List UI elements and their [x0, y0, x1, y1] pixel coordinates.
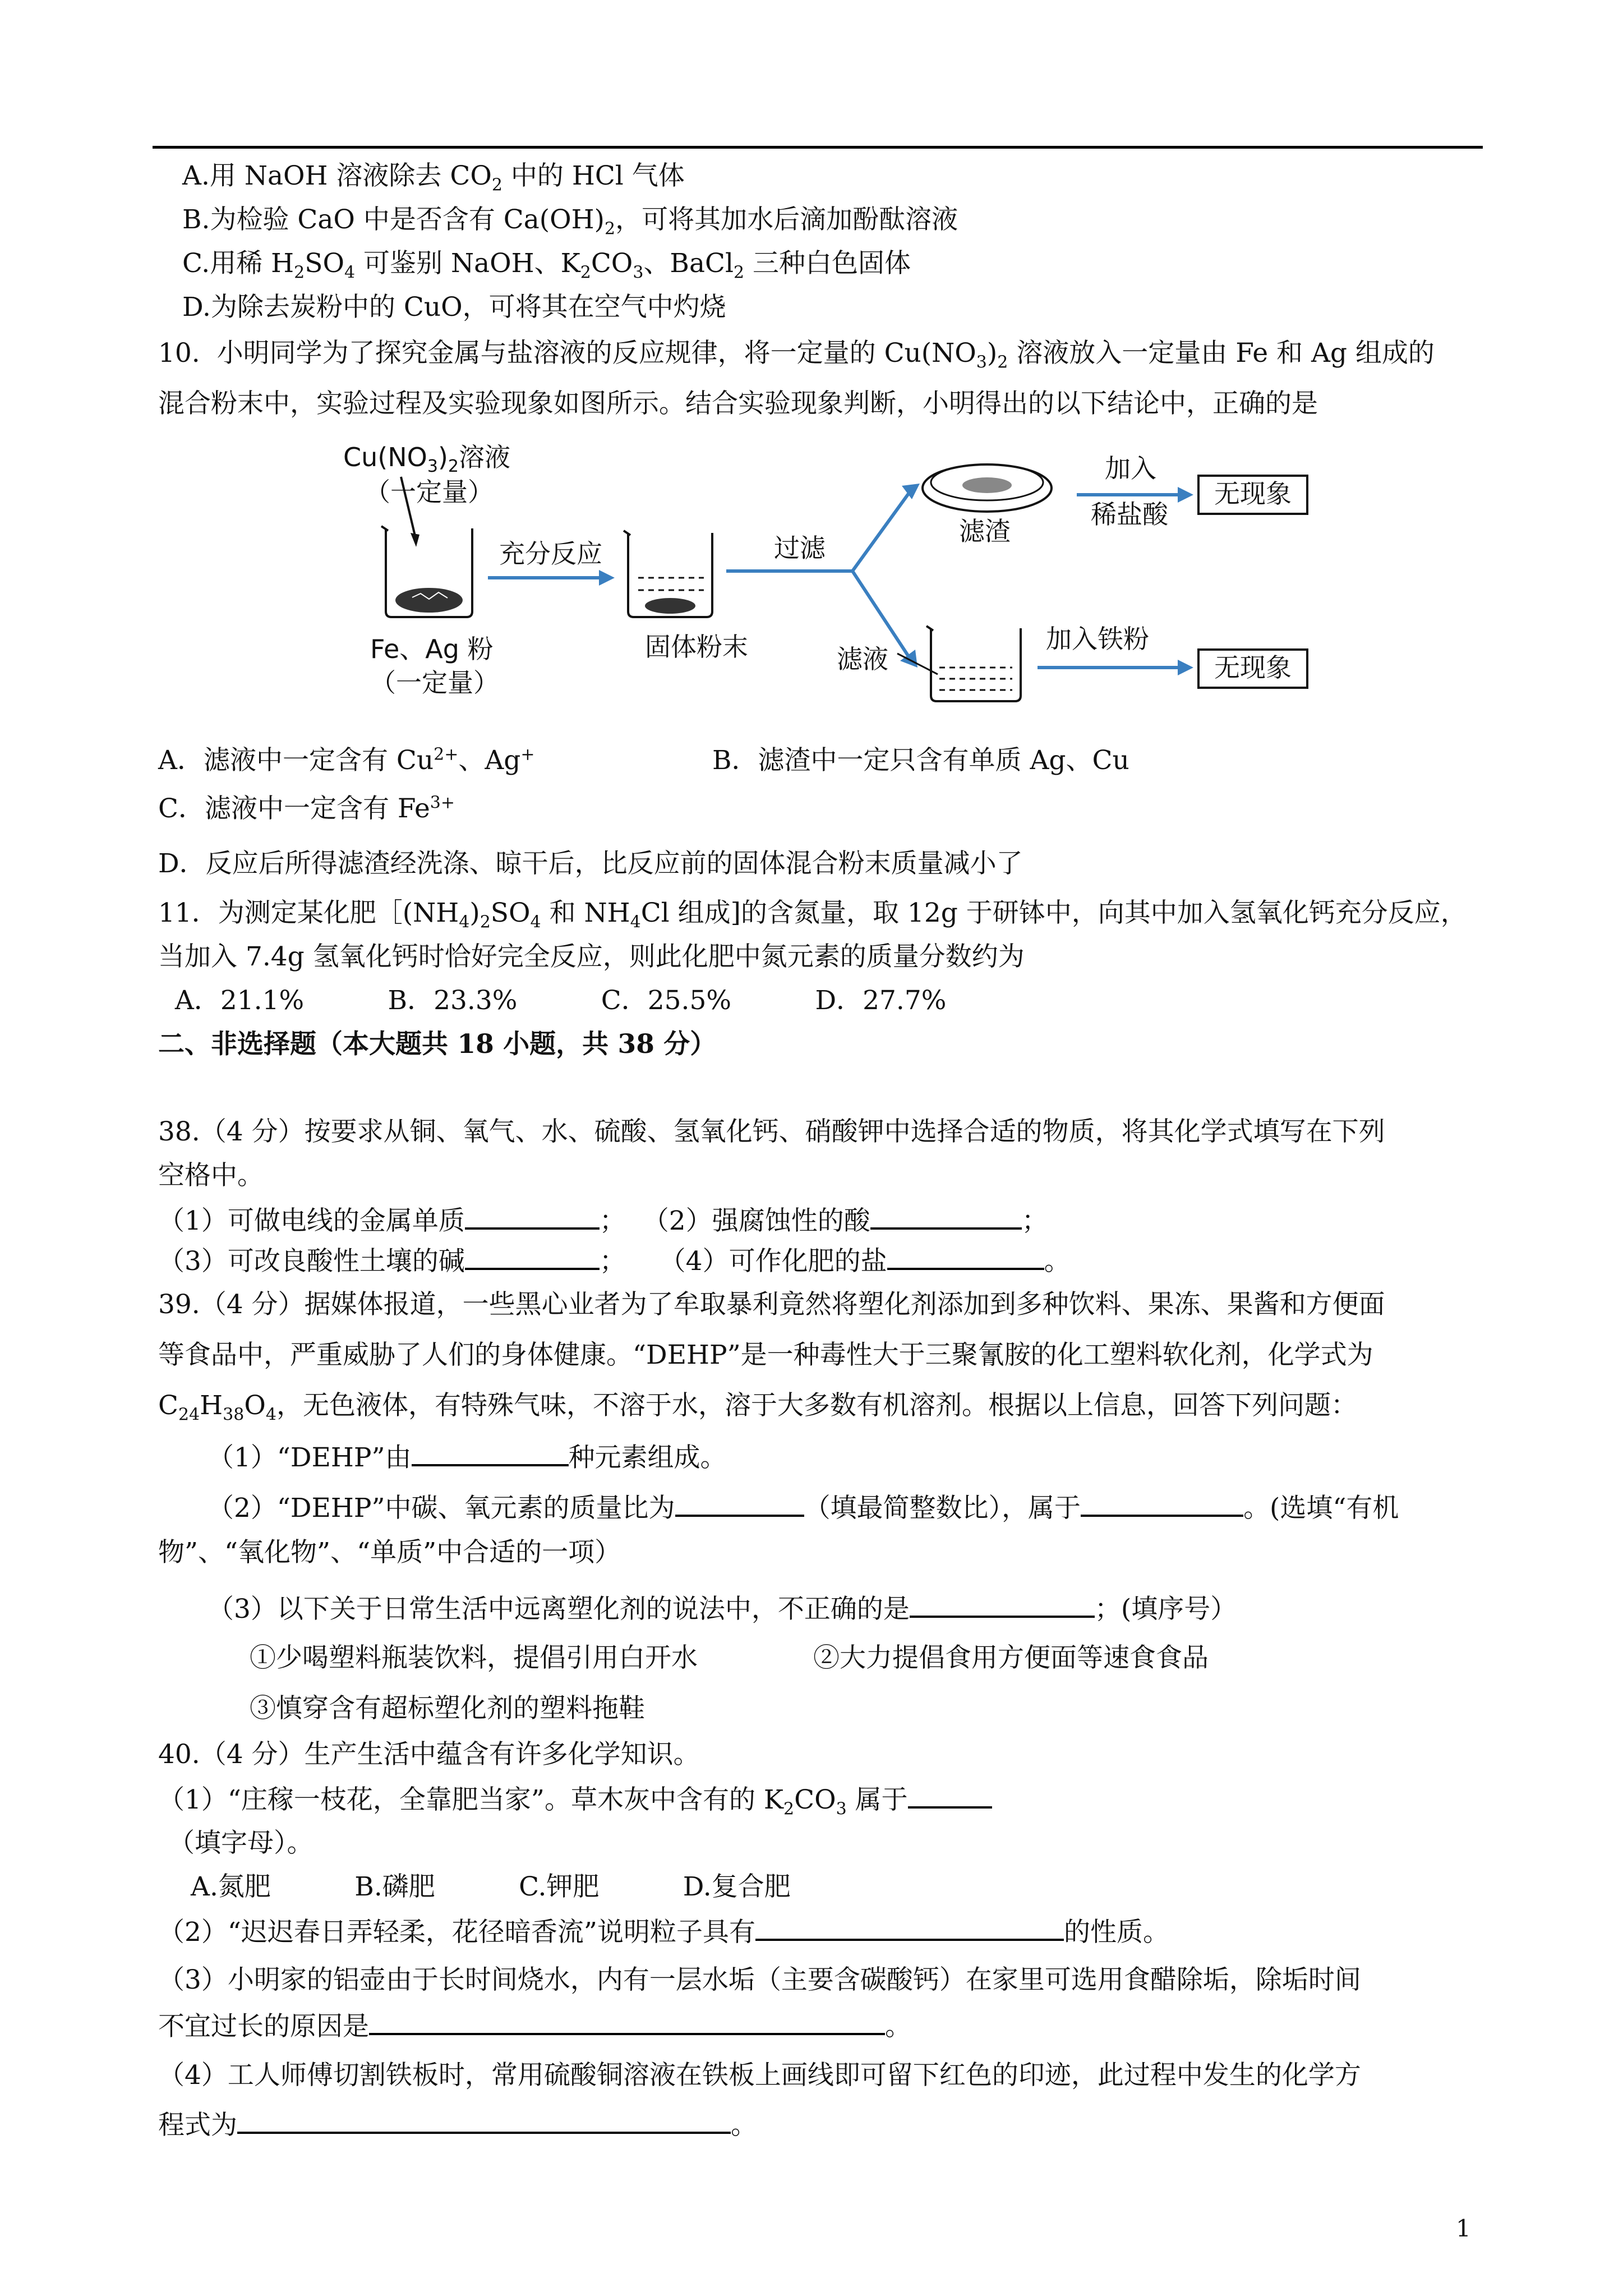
filter-label: 过滤 [774, 533, 826, 563]
solution-amount: （一定量） [365, 477, 494, 507]
q40-sub3-line1: （3）小明家的铝壶由于长时间烧水，内有一层水垢（主要含碳酸钙）在家里可选用食醋除垢，除垢时间 [158, 1964, 1361, 1995]
q10-option-d: D．反应后所得滤渣经洗涤、晾干后，比反应前的固体混合粉末质量减小了 [158, 848, 1023, 879]
q40-sub2: （2）“迟迟春日弄轻柔，花径暗香流”说明粒子具有 的性质。 [158, 1914, 1169, 1949]
answer-blank[interactable] [908, 1782, 992, 1809]
q40-sub1-line2: （填字母）。 [168, 1828, 313, 1858]
experiment-diagram [314, 443, 1324, 724]
add-iron-label: 加入铁粉 [1046, 624, 1149, 654]
q10-stem-line2: 混合粉末中，实验过程及实验现象如图所示。结合实验现象判断，小明得出的以下结论中，正确的是 [158, 388, 1318, 419]
add-label: 加入 [1105, 453, 1156, 484]
q10-option-a: A．滤液中一定含有 $Cu^{2+}$、Ag+ [158, 744, 535, 776]
q40-sub1-options: A.氮肥 B.磷肥 C.钾肥 D.复合肥 [191, 1871, 791, 1902]
answer-blank[interactable] [465, 1243, 600, 1270]
residue-solid [962, 477, 1012, 493]
q10-option-b: B．滤渣中一定只含有单质 Ag、Cu [712, 745, 1129, 776]
answer-blank[interactable] [1081, 1490, 1243, 1517]
react-label: 充分反应 [499, 539, 602, 569]
q9-option-c: C.用稀 $H_2SO_4$ 可鉴别 NaOH、$K_2CO_3$、BaCl$_2$ 三种白色固体 [182, 248, 911, 283]
q39-choice-2: ②大力提倡食用方便面等速食食品 [813, 1642, 1209, 1673]
q38-row2: （3）可改良酸性土壤的碱 ； （4）可作化肥的盐 。 [158, 1243, 1071, 1278]
answer-blank[interactable] [465, 1203, 600, 1230]
q39-sub3: （3）以下关于日常生活中远离塑化剂的说法中，不正确的是 ；(填序号） [208, 1591, 1237, 1626]
answer-blank[interactable] [412, 1439, 569, 1466]
q39-stem-line2: 等食品中，严重威胁了人们的身体健康。“DEHP”是一种毒性大于三聚氰胺的化工塑料软化剂，化学式为 [158, 1340, 1373, 1370]
answer-blank[interactable] [910, 1591, 1095, 1618]
q11-stem-line1: 11．为测定某化肥$[(NH_4)_2SO_4$ 和 $NH_4Cl$ 组成]的含氮量，取 12g 于研钵中，向其中加入氢氧化钙充分反应， [158, 898, 1467, 932]
answer-blank[interactable] [755, 1914, 1064, 1941]
q39-stem-line3: $C_{24}H_{38}O_4$，无色液体，有特殊气味，不溶于水，溶于大多数有机溶剂。根据以上信息，回答下列问题： [158, 1390, 1357, 1425]
solid-label: 固体粉末 [645, 632, 748, 662]
q39-choice-1: ①少喝塑料瓶装饮料，提倡引用白开水 [250, 1642, 698, 1673]
q39-sub2-line2: 物”、“氧化物”、“单质”中合适的一项） [158, 1537, 621, 1568]
residue-label: 滤渣 [959, 516, 1011, 546]
result-box-1: 无现象 [1197, 475, 1308, 515]
q38-stem-line1: 38.（4 分）按要求从铜、氧气、水、硫酸、氢氧化钙、硝酸钾中选择合适的物质，将其化学式填写在下列 [158, 1116, 1385, 1147]
filtrate-label: 滤液 [837, 644, 888, 674]
result-box-2: 无现象 [1197, 648, 1308, 689]
q38-row1: （1）可做电线的金属单质 ； （2）强腐蚀性的酸 ； [158, 1203, 1048, 1238]
q11-stem-line2: 当加入 7.4g 氢氧化钙时恰好完全反应，则此化肥中氮元素的质量分数约为 [158, 941, 1025, 972]
answer-blank[interactable] [369, 2008, 885, 2035]
q9-option-b: B.为检验 CaO 中是否含有 $Ca(OH)_2$，可将其加水后滴加酚酞溶液 [182, 204, 958, 239]
q40-stem: 40.（4 分）生产生活中蕴含有许多化学知识。 [158, 1739, 700, 1770]
answer-blank[interactable] [237, 2107, 731, 2134]
header-rule [153, 146, 1483, 149]
q9-option-d: D.为除去炭粉中的 CuO，可将其在空气中灼烧 [182, 292, 726, 323]
section-heading: 二、非选择题（本大题共 18 小题，共 38 分） [158, 1029, 717, 1060]
solid-powder [645, 598, 695, 614]
answer-blank[interactable] [675, 1490, 804, 1517]
q9-option-a: A.用 NaOH 溶液除去 $CO_2$ 中的 HCl 气体 [182, 160, 685, 195]
q38-stem-line2: 空格中。 [158, 1160, 264, 1191]
q39-stem-line1: 39.（4 分）据媒体报道，一些黑心业者为了牟取暴利竟然将塑化剂添加到多种饮料、果冻、果酱和方便面 [158, 1289, 1385, 1320]
q10-option-c: C．滤液中一定含有 $Fe^{3+}$ [158, 793, 455, 824]
q40-sub4-line2: 程式为 。 [158, 2107, 757, 2142]
q39-sub2: （2）“DEHP”中碳、氧元素的质量比为 （填最简整数比），属于 。(选填“有机 [208, 1490, 1399, 1525]
q40-sub1: （1）“庄稼一枝花，全靠肥当家”。草木灰中含有的 $K_2CO_3$ 属于 [158, 1782, 992, 1817]
page-number: 1 [1456, 2215, 1471, 2242]
q39-choice-3: ③慎穿含有超标塑化剂的塑料拖鞋 [250, 1693, 645, 1724]
q40-sub4-line1: （4）工人师傅切割铁板时，常用硫酸铜溶液在铁板上画线即可留下红色的印迹，此过程中发生的化学方 [158, 2060, 1361, 2091]
answer-blank[interactable] [887, 1243, 1044, 1270]
powder-pile [395, 588, 463, 613]
q40-sub3-line2: 不宜过长的原因是 。 [158, 2008, 911, 2044]
q10-stem-line1: 10. 小明同学为了探究金属与盐溶液的反应规律，将一定量的 $Cu(NO_3)_2$ 溶液放入一定量由 Fe 和 Ag 组成的 [158, 338, 1435, 372]
solution-label: $Cu(NO_3)_2$溶液 [343, 442, 510, 477]
acid-label: 稀盐酸 [1091, 499, 1168, 530]
answer-blank[interactable] [870, 1203, 1022, 1230]
q39-sub1: （1）“DEHP”由 种元素组成。 [208, 1439, 727, 1475]
powder-label: Fe、Ag 粉 [370, 634, 494, 664]
powder-amount: （一定量） [370, 668, 499, 698]
q11-options: A．21.1% B．23.3% C．25.5% D．27.7% [158, 985, 947, 1016]
